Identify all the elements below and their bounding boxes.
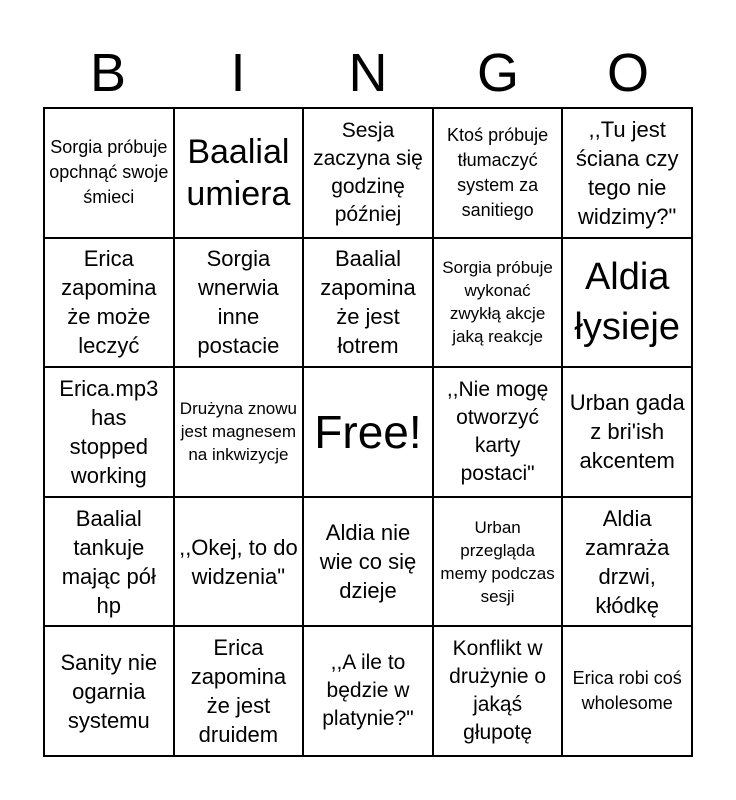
free-space[interactable] xyxy=(303,367,433,497)
cell-text: Sorgia próbuje wykonać zwykłą akcje jaką reakcje xyxy=(442,258,553,347)
bingo-cell[interactable] xyxy=(174,108,304,238)
cell-text: Drużyna znowu jest magnesem na inkwizycje xyxy=(179,399,297,465)
cell-text: Sesja zaczyna się godzinę później xyxy=(313,118,423,226)
cell-text: Erica.mp3 has stopped working xyxy=(59,375,159,488)
bingo-cell[interactable] xyxy=(303,497,433,627)
cell-text: Ktoś próbuje tłumaczyć system za sanitiego xyxy=(447,124,549,220)
cell-text: Sorgia próbuje opchnąć swoje śmieci xyxy=(49,137,169,208)
header-letter-b: B xyxy=(89,43,127,103)
cell-text: Urban przegląda memy podczas sesji xyxy=(440,517,555,606)
cell-text: ,,Tu jest ściana czy tego nie widzimy?" xyxy=(575,116,679,229)
bingo-cell[interactable] xyxy=(174,367,304,497)
bingo-cell[interactable] xyxy=(562,238,692,368)
cell-text: ,,Okej, to do widzenia" xyxy=(179,534,298,589)
header-letter-g: G xyxy=(476,43,519,103)
bingo-cell[interactable] xyxy=(433,497,563,627)
bingo-cell[interactable] xyxy=(303,626,433,756)
cell-text: Sanity nie ogarnia systemu xyxy=(60,649,158,733)
cell-text: Konflikt w drużynie o jakąś głupotę xyxy=(449,637,547,745)
bingo-cell[interactable] xyxy=(44,497,174,627)
bingo-header xyxy=(43,38,693,108)
cell-text: Baalial tankuje mając pół hp xyxy=(61,505,156,618)
bingo-cell[interactable] xyxy=(562,367,692,497)
free-space-text: Free! xyxy=(314,405,422,458)
bingo-cell[interactable] xyxy=(44,367,174,497)
cell-text: Erica zapomina że jest druidem xyxy=(190,635,287,748)
bingo-cell[interactable] xyxy=(433,238,563,368)
cell-text: ,,Nie mogę otworzyć karty postaci" xyxy=(446,377,549,485)
bingo-cell[interactable] xyxy=(562,108,692,238)
cell-text: ,,A ile to będzie w platynie?" xyxy=(322,651,414,731)
bingo-grid xyxy=(43,107,693,757)
header-letter-o: O xyxy=(606,43,649,103)
bingo-cell[interactable] xyxy=(433,108,563,238)
cell-text: Aldia nie wie co się dzieje xyxy=(319,520,417,604)
cell-text: Sorgia wnerwia inne postacie xyxy=(197,246,280,359)
cell-text: Baalial umiera xyxy=(186,132,291,213)
bingo-cell[interactable] xyxy=(303,238,433,368)
bingo-cell[interactable] xyxy=(44,626,174,756)
bingo-cell[interactable] xyxy=(433,367,563,497)
bingo-cell[interactable] xyxy=(44,238,174,368)
bingo-cell[interactable] xyxy=(562,626,692,756)
header-letter-i: I xyxy=(230,43,246,103)
header-letter-n: N xyxy=(348,43,388,103)
cell-text: Baalial zapomina że jest łotrem xyxy=(320,246,416,359)
cell-text: Erica robi coś wholesome xyxy=(572,668,682,714)
cell-text: Aldia zamraża drzwi, kłódkę xyxy=(585,505,670,618)
bingo-cell[interactable] xyxy=(562,497,692,627)
cell-text: Urban gada z bri'ish akcentem xyxy=(569,390,685,474)
bingo-cell[interactable] xyxy=(174,497,304,627)
bingo-cell[interactable] xyxy=(174,626,304,756)
cell-text: Aldia łysieje xyxy=(574,256,680,349)
bingo-cell[interactable] xyxy=(303,108,433,238)
bingo-cell[interactable] xyxy=(174,238,304,368)
bingo-cell[interactable] xyxy=(44,108,174,238)
cell-text: Erica zapomina że może leczyć xyxy=(61,246,157,359)
bingo-cell[interactable] xyxy=(433,626,563,756)
